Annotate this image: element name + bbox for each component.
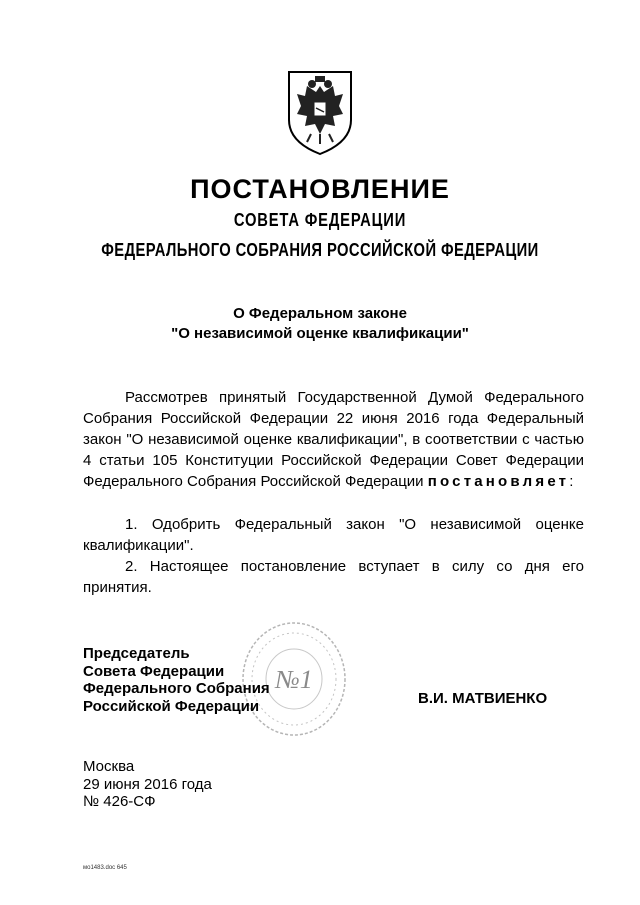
resolution-item-2: 2. Настоящее постановление вступает в силу со дня его принятия. — [83, 558, 584, 596]
decree-word: постановляет — [427, 473, 570, 490]
document-title: ПОСТАНОВЛЕНИЕ — [190, 174, 450, 204]
signatory-position-line-3: Федерального Собрания — [83, 680, 270, 697]
preamble-paragraph — [83, 387, 584, 492]
seal-number: №1 — [275, 665, 313, 694]
document-number: № 426-СФ — [83, 793, 156, 810]
document-subject — [0, 304, 640, 344]
document-city: Москва — [83, 758, 135, 775]
signatory-position-line-2: Совета Федерации — [83, 662, 225, 680]
preamble-text: Рассмотрев принятый Государственной Думой Федерального Собрания Российской Федерации 22 июня 2016 года Федеральный закон "О независимой оценке квалификации", в соответствии с частью 4 статьи 105 Конституции Российской Федерации Совет Федерации Федерального Собрания Российской Федерации — [83, 389, 584, 490]
file-code: мо1483.doc 645 — [83, 865, 127, 871]
coat-of-arms-emblem — [285, 68, 355, 156]
decree-colon: : — [569, 473, 574, 490]
signatory-position-line-4: Российской Федерации — [83, 697, 260, 715]
resolution-item-1: 1. Одобрить Федеральный закон "О независимой оценке квалификации". — [83, 516, 584, 554]
document-date: 29 июня 2016 года — [83, 775, 212, 793]
subject-line-1: О Федеральном законе — [233, 305, 407, 322]
signatory-position-line-1: Председатель — [83, 645, 190, 662]
signatory-name: В.И. МАТВИЕНКО — [418, 690, 548, 707]
subject-line-2: "О независимой оценке квалификации" — [171, 325, 469, 342]
resolution-items — [83, 514, 584, 598]
signatory-position — [83, 645, 270, 715]
issuer-line-1: СОВЕТА ФЕДЕРАЦИИ — [233, 210, 407, 230]
document-place-date — [83, 758, 212, 811]
issuer-line-2: ФЕДЕРАЛЬНОГО СОБРАНИЯ РОССИЙСКОЙ ФЕДЕРАЦИИ — [101, 240, 539, 260]
